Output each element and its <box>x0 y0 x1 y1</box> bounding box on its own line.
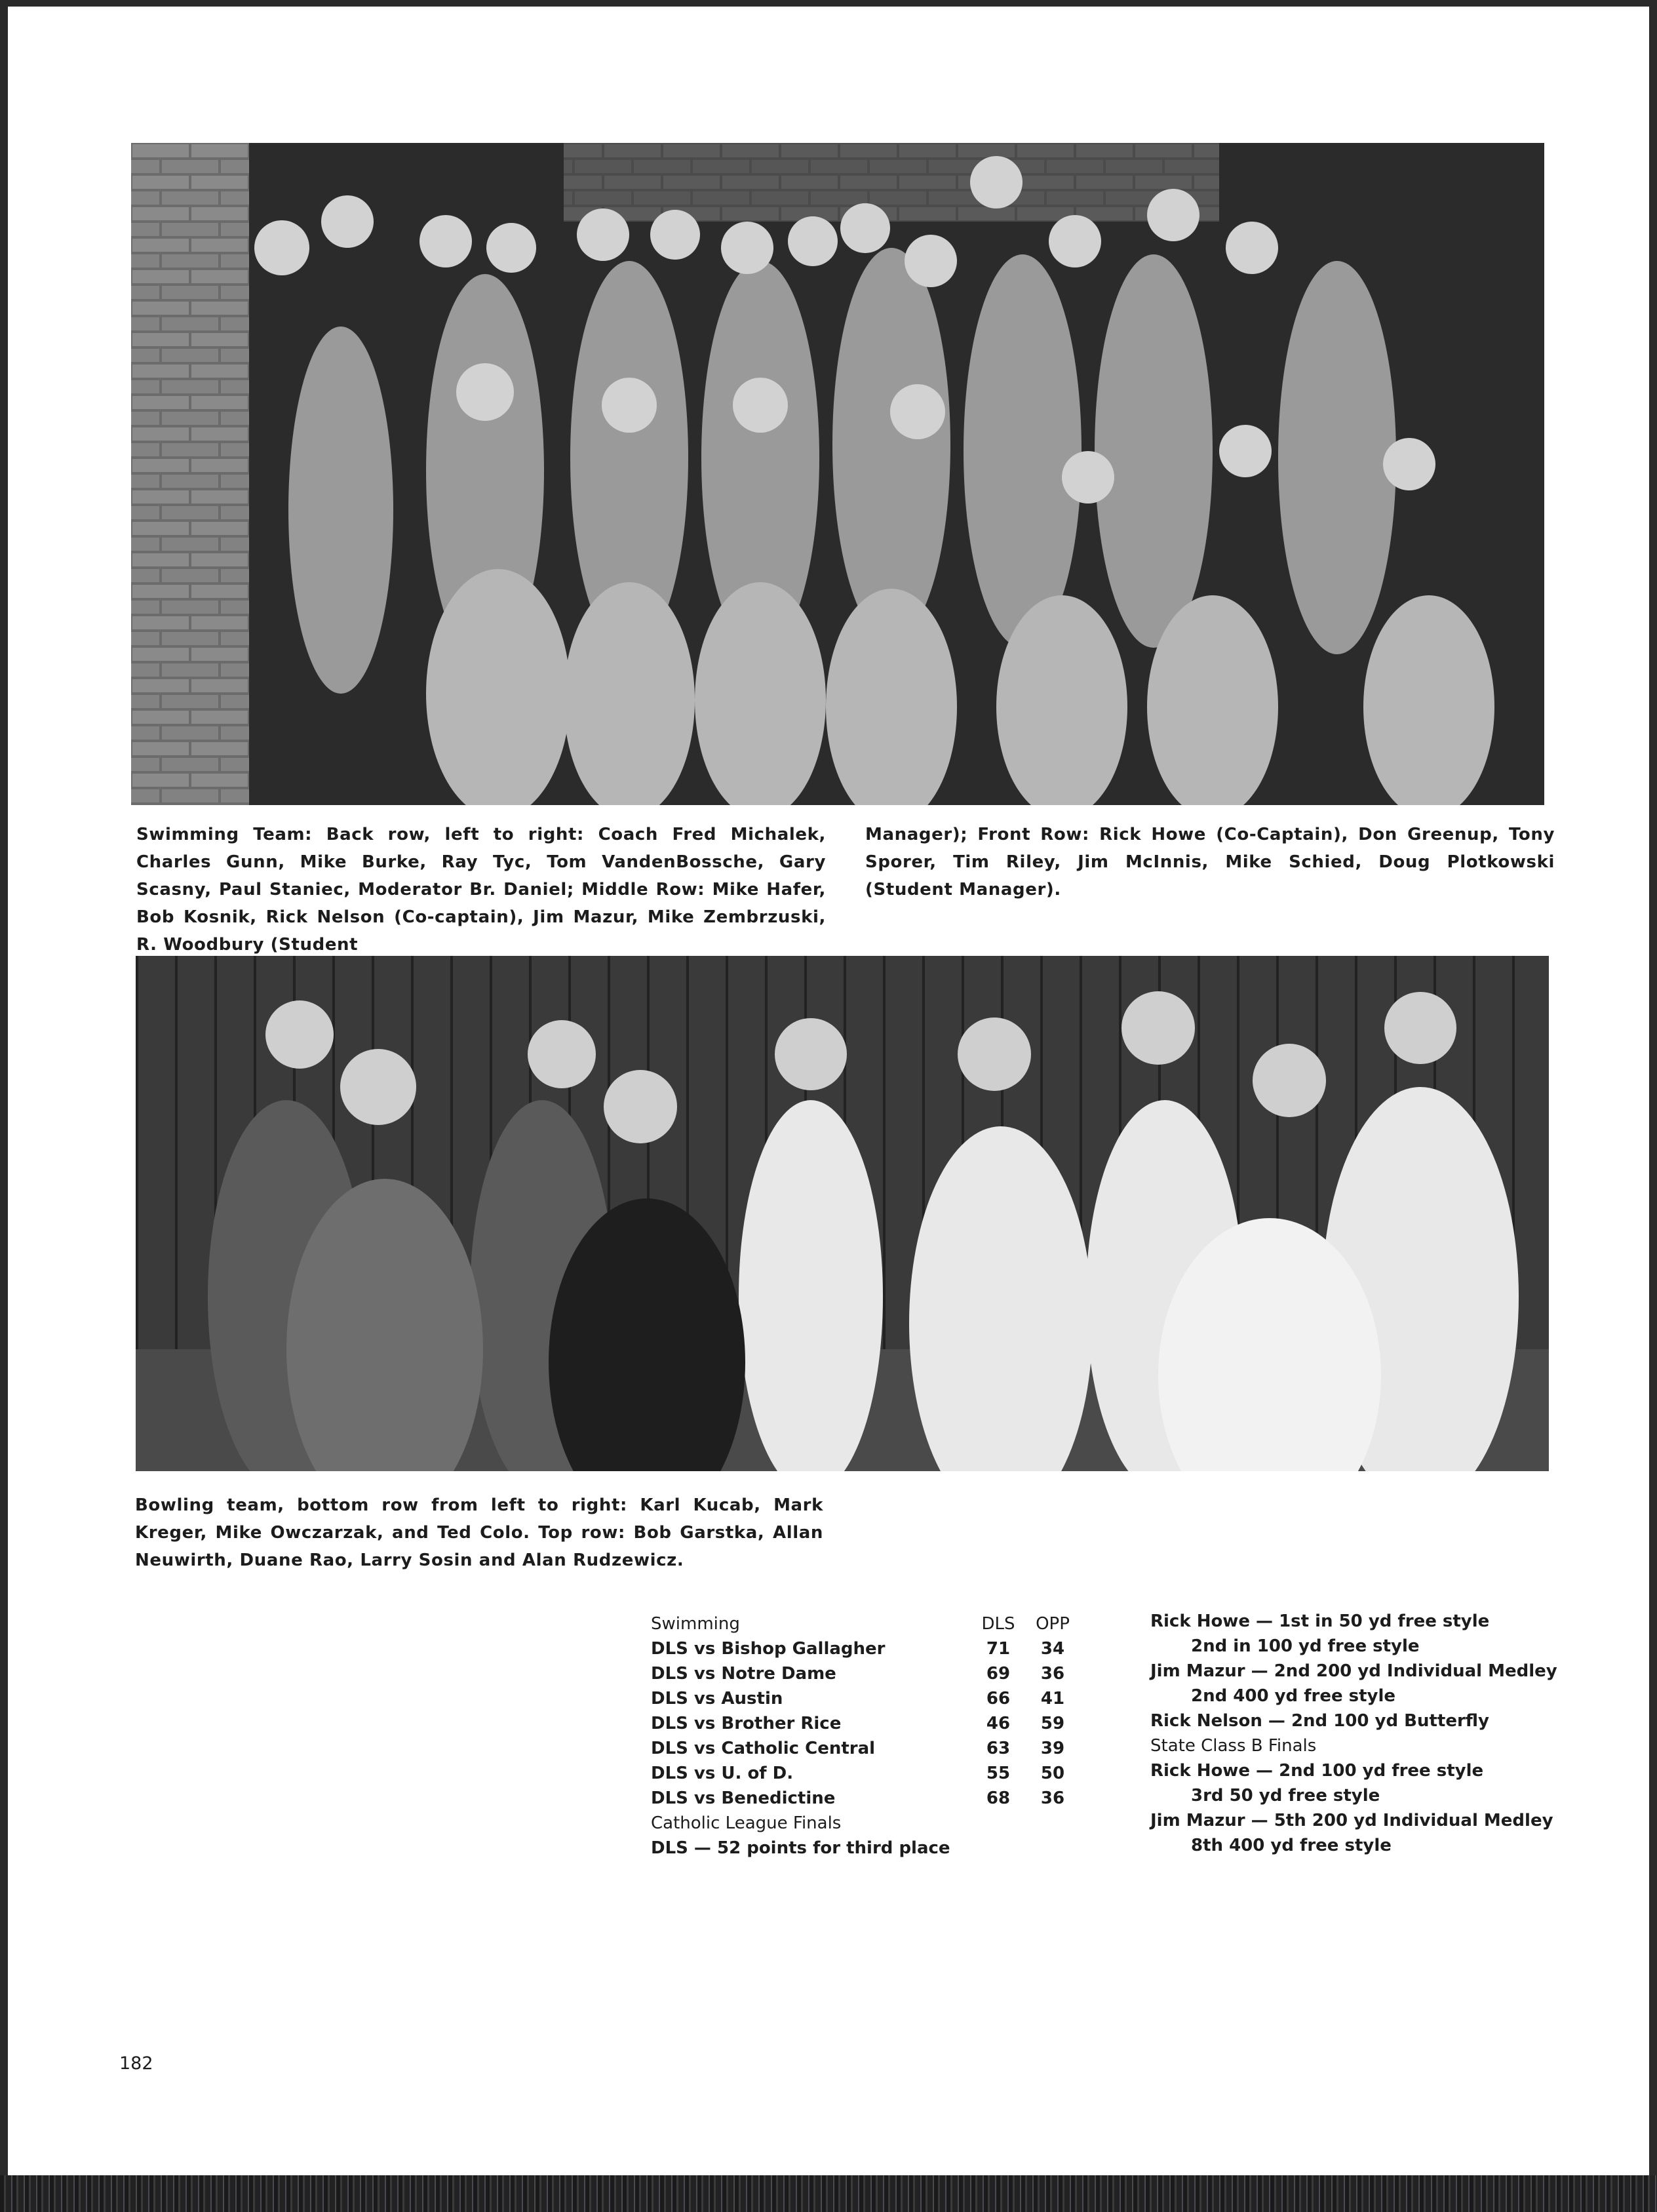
meet-dls-score: 46 <box>986 1714 1011 1733</box>
meet-dls-score: 55 <box>986 1764 1011 1783</box>
swimming-caption-right: Manager); Front Row: Rick Howe (Co-Captain), Don Greenup, Tony Sporer, Tim Riley, Jim McInnis, Mike Schied, Doug Plotkowski (Student Manager). <box>865 825 1555 899</box>
meet-name: DLS vs U. of D. <box>651 1764 794 1783</box>
meet-row <box>651 1736 1110 1761</box>
bowling-caption: Bowling team, bottom row from left to right: Karl Kucab, Mark Kreger, Mike Owczarzak, and Ted Colo. Top row: Bob Garstka, Allan Neuwirth, Duane Rao, Larry Sosin and Alan Rudzewicz. <box>135 1495 823 1570</box>
meet-name: DLS vs Brother Rice <box>651 1714 842 1733</box>
meet-name: DLS vs Austin <box>651 1689 783 1708</box>
team-photo-icon <box>136 956 1549 1471</box>
result-line: 2nd in 100 yd free style <box>1191 1636 1420 1656</box>
meet-opp-score: 50 <box>1040 1764 1065 1783</box>
result-line: 8th 400 yd free style <box>1191 1836 1392 1855</box>
meet-row <box>651 1711 1110 1736</box>
meet-dls-score: 63 <box>986 1739 1011 1758</box>
result-line: 2nd 400 yd free style <box>1191 1686 1396 1706</box>
meet-name: DLS vs Catholic Central <box>651 1739 876 1758</box>
meet-opp-score: 36 <box>1040 1664 1065 1684</box>
individual-results <box>1150 1609 1570 1858</box>
meet-row <box>651 1661 1110 1686</box>
meet-name: DLS vs Notre Dame <box>651 1664 836 1684</box>
meet-opp-score: 39 <box>1040 1739 1065 1758</box>
result-line: Jim Mazur — 5th 200 yd Individual Medley <box>1150 1811 1553 1830</box>
results-header-row <box>651 1611 1110 1636</box>
result-line: Rick Howe — 1st in 50 yd free style <box>1150 1611 1490 1631</box>
scan-edge-top <box>0 0 1657 7</box>
meet-row <box>651 1786 1110 1811</box>
meet-row <box>651 1686 1110 1711</box>
meet-dls-score: 71 <box>986 1639 1011 1659</box>
scan-edge-left <box>0 0 8 2212</box>
results-heading: Swimming <box>651 1614 740 1634</box>
result-line: Rick Nelson — 2nd 100 yd Butterfly <box>1150 1711 1490 1731</box>
scan-edge-bottom <box>0 2175 1657 2212</box>
meet-name: DLS vs Benedictine <box>651 1788 836 1808</box>
meet-dls-score: 66 <box>986 1689 1011 1708</box>
swimming-results-table <box>651 1611 1110 1861</box>
meet-opp-score: 34 <box>1040 1639 1065 1659</box>
meet-row <box>651 1636 1110 1661</box>
meet-dls-score: 69 <box>986 1664 1011 1684</box>
meet-name: DLS vs Bishop Gallagher <box>651 1639 886 1659</box>
scan-edge-right <box>1649 0 1657 2212</box>
meet-dls-score: 68 <box>986 1788 1011 1808</box>
meet-opp-score: 41 <box>1040 1689 1065 1708</box>
result-line: Jim Mazur — 2nd 200 yd Individual Medley <box>1150 1661 1557 1681</box>
league-heading: Catholic League Finals <box>651 1813 842 1833</box>
swimming-caption-left: Swimming Team: Back row, left to right: Coach Fred Michalek, Charles Gunn, Mike Burke, Ray Tyc, Tom VandenBossche, Gary Scasny, Paul Staniec, Moderator Br. Daniel; Middle Row: Mike Hafer, Bob Kosnik, Rick Nelson (Co-captain), Jim Mazur, Mike Zembrzuski, R. Woodbury (Student <box>136 825 826 955</box>
league-result: DLS — 52 points for third place <box>651 1838 950 1858</box>
meet-opp-score: 36 <box>1040 1788 1065 1808</box>
result-line: Rick Howe — 2nd 100 yd free style <box>1150 1761 1484 1781</box>
column-header-opp: OPP <box>1036 1614 1070 1634</box>
bowling-team-photo <box>136 956 1549 1471</box>
swimming-team-photo <box>131 143 1544 805</box>
page-number: 182 <box>119 2053 153 2074</box>
team-photo-icon <box>131 143 1544 805</box>
column-header-dls: DLS <box>981 1614 1015 1634</box>
result-line: 3rd 50 yd free style <box>1191 1786 1380 1806</box>
meet-opp-score: 59 <box>1040 1714 1065 1733</box>
meet-row <box>651 1761 1110 1786</box>
result-heading: State Class B Finals <box>1150 1736 1317 1756</box>
